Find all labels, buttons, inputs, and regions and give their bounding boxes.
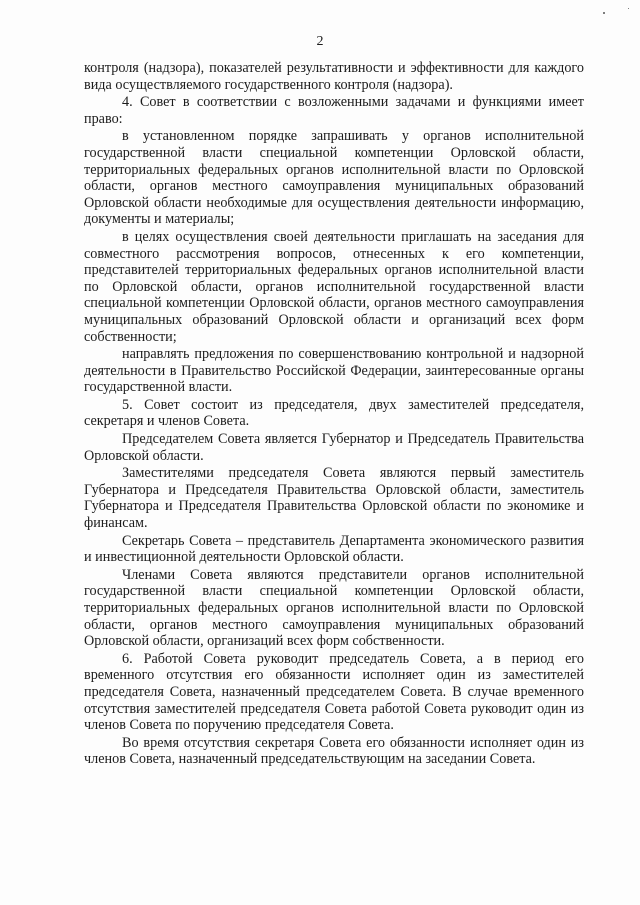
- paragraph-secretary-absence: Во время отсутствия секретаря Совета его обязанности исполняет один из членов Совета, назначенный председательствующим на заседании Совета.: [84, 734, 584, 768]
- paragraph-control-indicators: контроля (надзора), показателей результативности и эффективности для каждого вида осуществляемого государственного контроля (надзора).: [84, 60, 584, 93]
- page-number: 2: [316, 34, 324, 49]
- paragraph-secretary: Секретарь Совета – представитель Департамента экономического развития и инвестиционной деятельности Орловской области.: [84, 532, 584, 566]
- paragraph-send-proposals: направлять предложения по совершенствованию контрольной и надзорной деятельности в Правительство Российской Федерации, заинтересованные органы государственной власти.: [84, 346, 584, 396]
- paragraph-section-6-leadership: 6. Работой Совета руководит председатель Совета, а в период его временного отсутствия его обязанности исполняет один из заместителей председателя Совета, назначенный председателем Совета. В случае временного отсутствия заместителей председателя Совета работой Совета руководит один из членов Совета по поручению председателя Совета.: [84, 650, 584, 734]
- scan-speck: [628, 8, 629, 9]
- paragraph-chairman: Председателем Совета является Губернатор и Председатель Правительства Орловской области.: [84, 431, 584, 464]
- paragraph-deputies: Заместителями председателя Совета являются первый заместитель Губернатора и Председателя Правительства Орловской области, заместитель Губернатора и Председателя Правительства Орловской области по экономике и финансам.: [84, 465, 584, 532]
- scan-speck: [603, 12, 605, 14]
- paragraph-section-5-composition: 5. Совет состоит из председателя, двух заместителей председателя, секретаря и членов Совета.: [84, 396, 584, 430]
- paragraph-section-4-rights: 4. Совет в соответствии с возложенными задачами и функциями имеет право:: [84, 94, 584, 127]
- paragraph-invite-representatives: в целях осуществления своей деятельности приглашать на заседания для совместного рассмотрения вопросов, отнесенных к его компетенции, представителей территориальных федеральных органов исполнительной власти по Орловской области, органов исполнительной государственной власти специальной компетенции Орловской области, органов местного самоуправления муниципальных образований Орловской области и организаций всех форм собственности;: [84, 228, 584, 345]
- document-body: [84, 60, 584, 769]
- paragraph-request-information: в установленном порядке запрашивать у органов исполнительной государственной власти специальной компетенции Орловской области, территориальных федеральных органов исполнительной власти по Орловской области, органов местного самоуправления муниципальных образований Орловской области необходимые для осуществления деятельности информацию, документы и материалы;: [84, 128, 584, 228]
- paragraph-members: Членами Совета являются представители органов исполнительной государственной власти специальной компетенции Орловской области, территориальных федеральных органов исполнительной власти по Орловской области, органов местного самоуправления муниципальных образований Орловской области, организаций всех форм собственности.: [84, 566, 584, 650]
